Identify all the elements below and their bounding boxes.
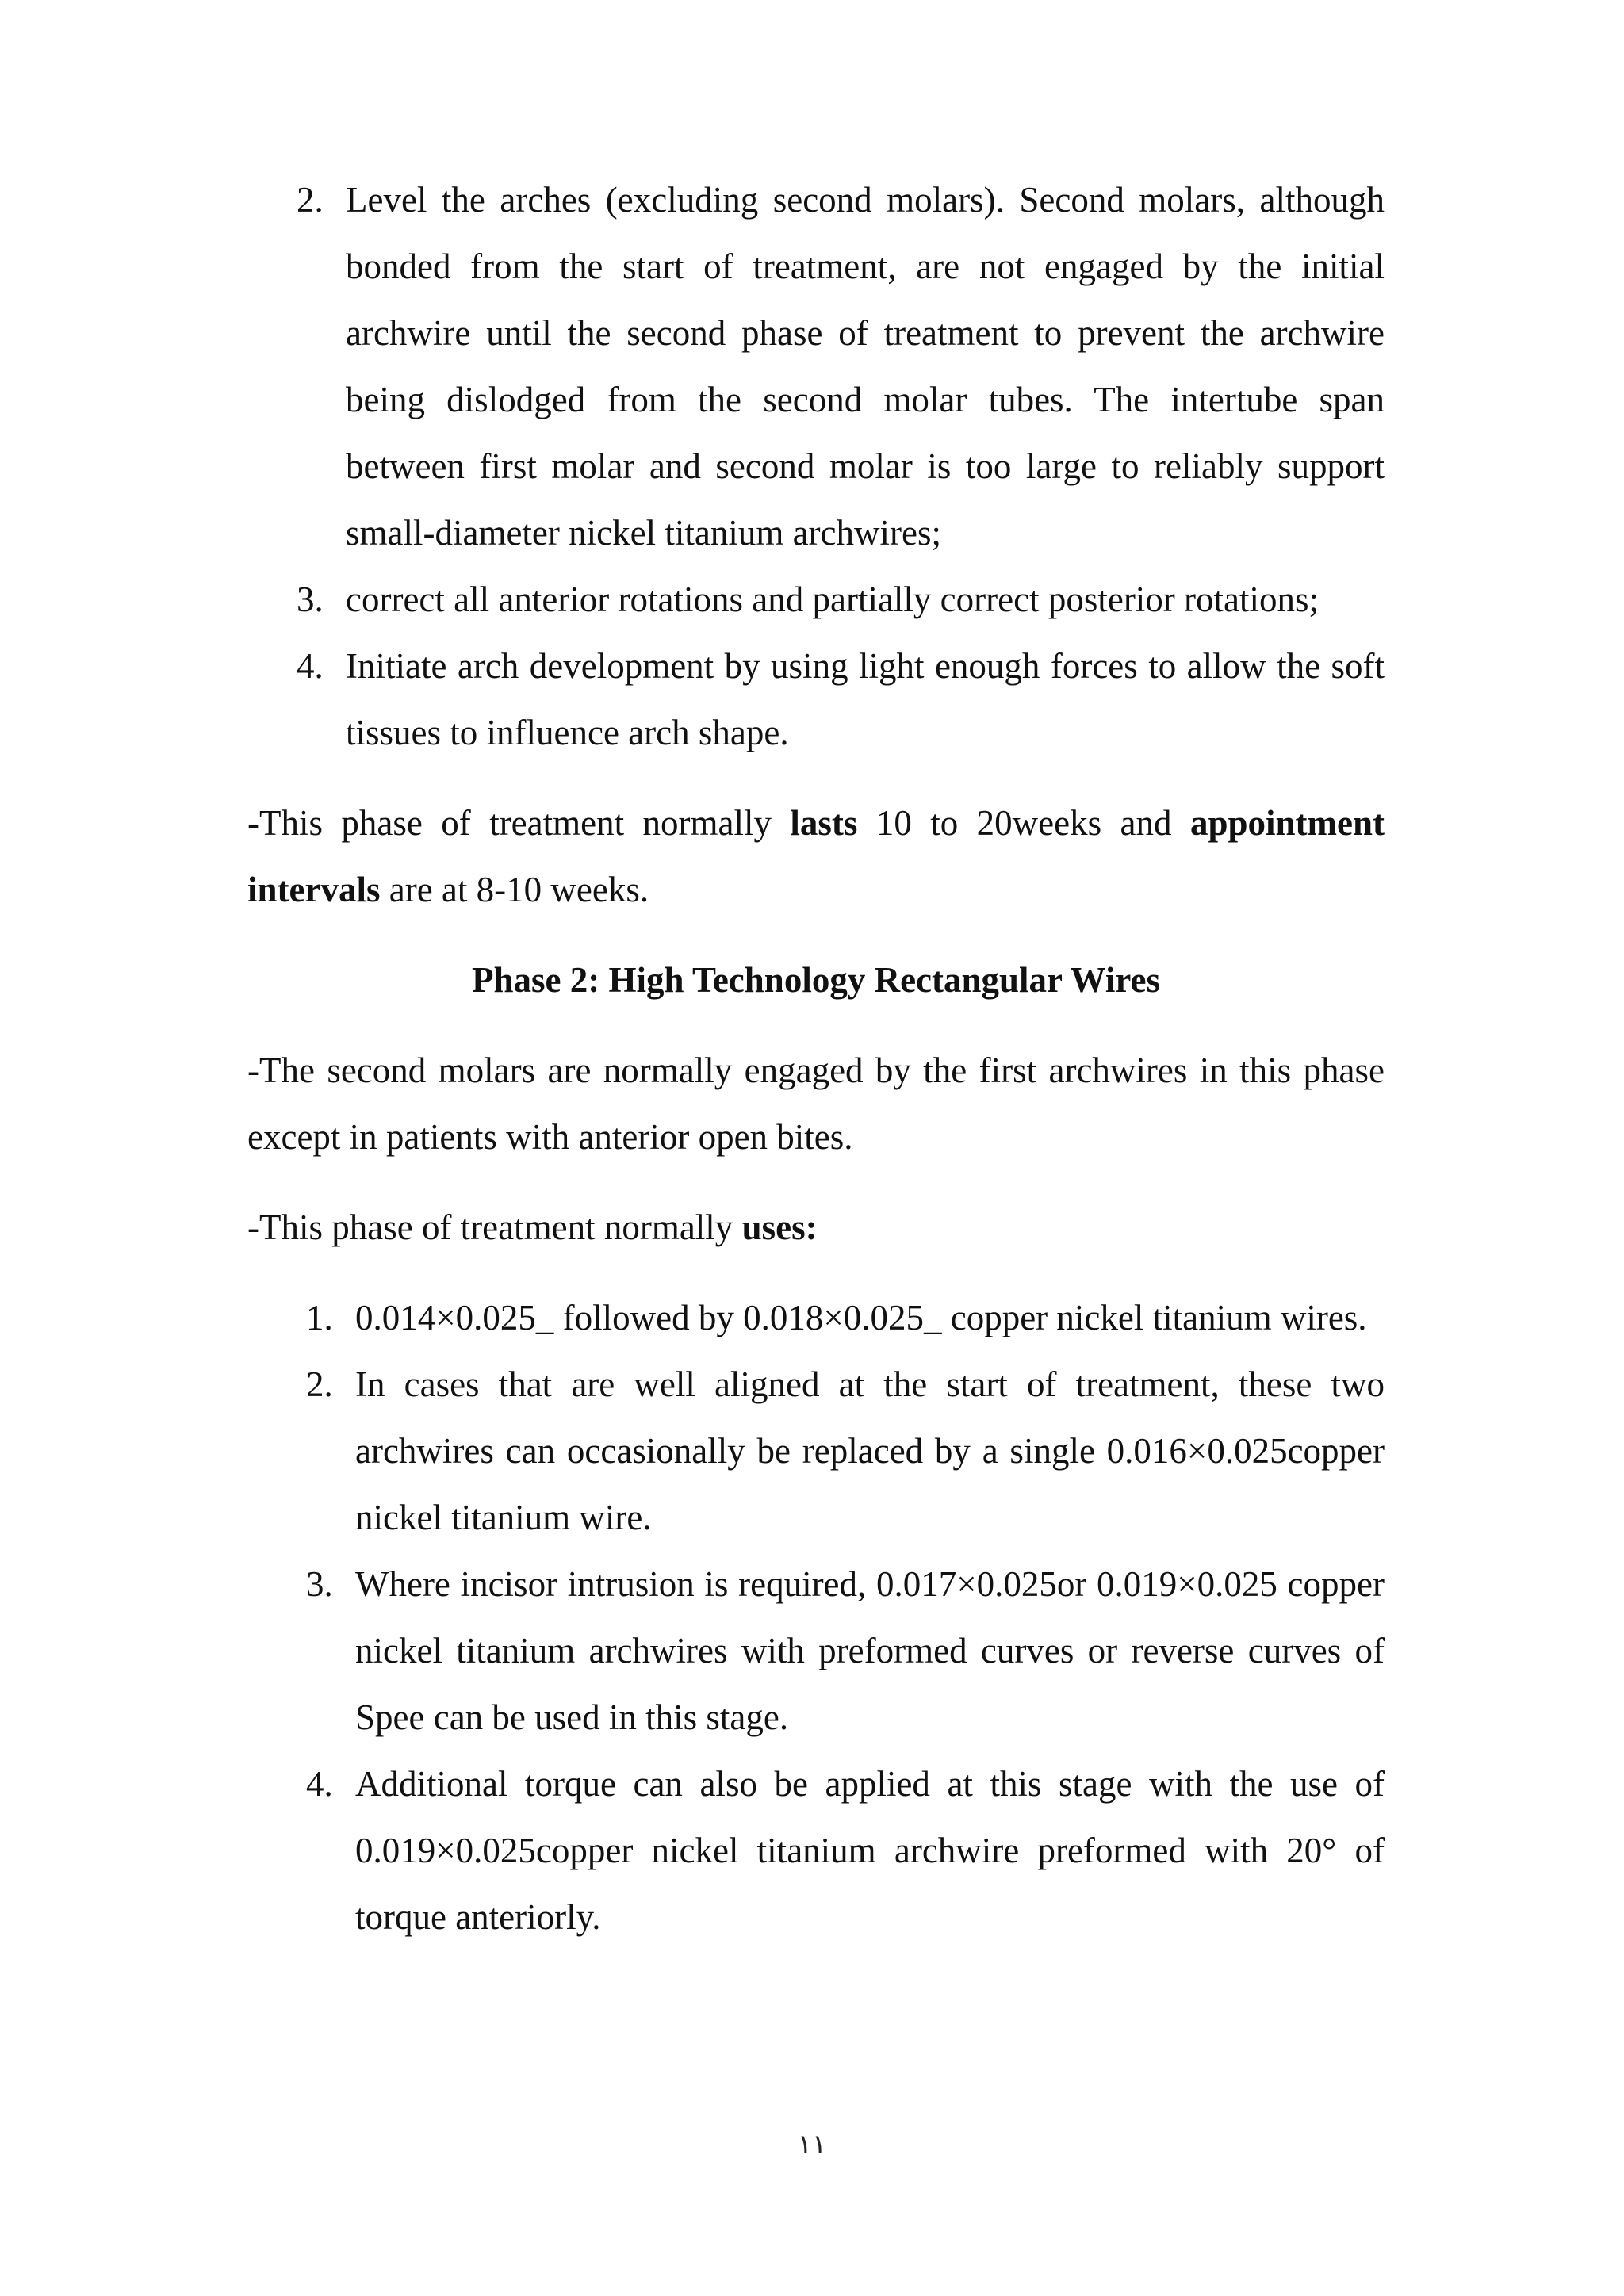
list-item-text: Level the arches (excluding second molars). Second molars, although bonded from the start of treatment, are not engaged by the initial archwire until the second phase of treatment to prevent the archwire being dislodged from the second molar tubes. The intertube span between first molar and second molar is too large to reliably support small-diameter nickel titanium archwires; [346,180,1385,553]
phase2-uses-paragraph [247,1194,1385,1261]
second-molars-paragraph: -The second molars are normally engaged by the first archwires in this phase except in patients with anterior open bites. [247,1050,1385,1157]
text-run: -This phase of treatment normally [247,803,791,843]
list-item [247,633,1385,766]
list-item [247,1551,1385,1751]
list-item-number: 2. [297,180,324,220]
bold-term-lasts: lasts [790,803,858,843]
list-item-text: In cases that are well aligned at the start of treatment, these two archwires can occasionally be replaced by a single 0.016×0.025copper nickel titanium wire. [355,1364,1385,1537]
phase2-wires-list [247,1284,1385,1950]
list-item-number: 3. [297,580,324,619]
bold-term-uses: uses: [741,1207,818,1247]
list-item-number: 1. [306,1298,333,1337]
list-item-text: correct all anterior rotations and partially correct posterior rotations; [346,580,1320,619]
page-number: ١١ [797,2129,827,2160]
phase1-duration-paragraph [247,790,1385,923]
section-heading: Phase 2: High Technology Rectangular Wires [471,960,1160,1000]
phase1-objectives-list [247,166,1385,766]
bold-term-appointment-intervals: appointment intervals [247,803,1385,909]
list-item-text: 0.014×0.025_ followed by 0.018×0.025_ copper nickel titanium wires. [355,1298,1367,1337]
list-item-text: Additional torque can also be applied at this stage with the use of 0.019×0.025copper nickel titanium archwire preformed with 20° of torque anteriorly. [355,1764,1385,1937]
list-item [247,1284,1385,1351]
text-run: are at 8-10 weeks. [380,870,649,909]
list-item-number: 4. [297,646,324,686]
list-item-text: Initiate arch development by using light enough forces to allow the soft tissues to influence arch shape. [346,646,1385,752]
list-item [247,1751,1385,1950]
list-item-number: 4. [306,1764,333,1804]
list-item-text: Where incisor intrusion is required, 0.017×0.025or 0.019×0.025 copper nickel titanium archwires with preformed curves or reverse curves of Spee can be used in this stage. [355,1564,1385,1737]
list-item [247,566,1385,633]
list-item [247,166,1385,566]
text-run: 10 to 20weeks and [857,803,1190,843]
list-item-number: 3. [306,1564,333,1604]
document-page [247,166,1385,1950]
list-item-number: 2. [306,1364,333,1404]
text-run: -This phase of treatment normally [247,1207,742,1247]
list-item [247,1351,1385,1551]
